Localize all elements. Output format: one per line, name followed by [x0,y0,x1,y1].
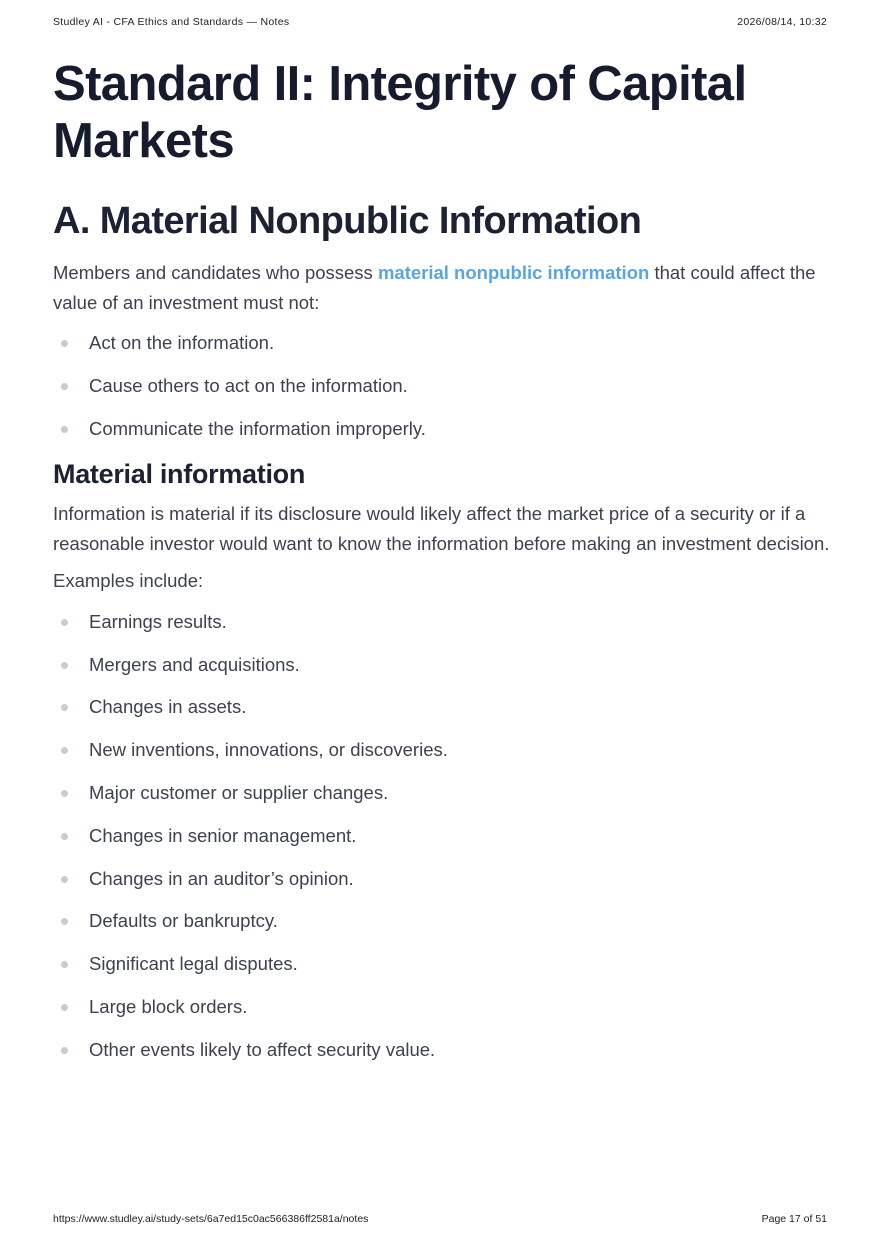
page-number: Page 17 of 51 [761,1213,827,1225]
examples-list [53,608,833,1064]
bullet-icon [61,876,68,883]
list-item: Cause others to act on the information. [53,372,833,400]
bullet-icon [61,790,68,797]
list-item: Act on the information. [53,329,833,357]
list-item: New inventions, innovations, or discoveries. [53,736,833,764]
list-item: Changes in assets. [53,693,833,721]
list-item: Other events likely to affect security value. [53,1036,833,1064]
notes-content [53,56,833,1079]
bullet-icon [61,426,68,433]
document-title: Studley AI - CFA Ethics and Standards — Notes [53,16,290,28]
print-footer [53,1213,827,1225]
bullet-icon [61,747,68,754]
list-item: Major customer or supplier changes. [53,779,833,807]
bullet-icon [61,918,68,925]
material-nonpublic-information-link[interactable]: material nonpublic information [377,262,650,283]
page-title: Standard II: Integrity of Capital Markets [53,57,747,168]
list-item: Significant legal disputes. [53,950,833,978]
subsection-title: Material information [53,459,306,490]
intro-text-after: that could affect the value of an investment must not: [53,262,816,313]
list-item: Earnings results. [53,608,833,636]
bullet-icon [61,833,68,840]
list-item: Defaults or bankruptcy. [53,907,833,935]
intro-text-before: Members and candidates who possess [53,262,378,283]
intro-paragraph [53,258,833,317]
prohibitions-list [53,329,833,443]
bullet-icon [61,704,68,711]
list-item: Large block orders. [53,993,833,1021]
bullet-icon [61,961,68,968]
print-header [53,16,827,28]
page-url: https://www.studley.ai/study-sets/6a7ed15c0ac566386ff2581a/notes [53,1213,369,1225]
bullet-icon [61,1004,68,1011]
section-title: A. Material Nonpublic Information [53,200,642,242]
bullet-icon [61,340,68,347]
print-datetime: 2026/08/14, 10:32 [737,16,827,28]
list-item: Changes in senior management. [53,822,833,850]
definition-paragraph: Information is material if its disclosure would likely affect the market price of a security or if a reasonable investor would want to know the information before making an investment decision. [53,503,830,554]
bullet-icon [61,383,68,390]
bullet-icon [61,619,68,626]
list-item: Mergers and acquisitions. [53,651,833,679]
examples-intro: Examples include: [53,570,204,592]
bullet-icon [61,662,68,669]
bullet-icon [61,1047,68,1054]
list-item: Communicate the information improperly. [53,415,833,443]
list-item: Changes in an auditor’s opinion. [53,865,833,893]
